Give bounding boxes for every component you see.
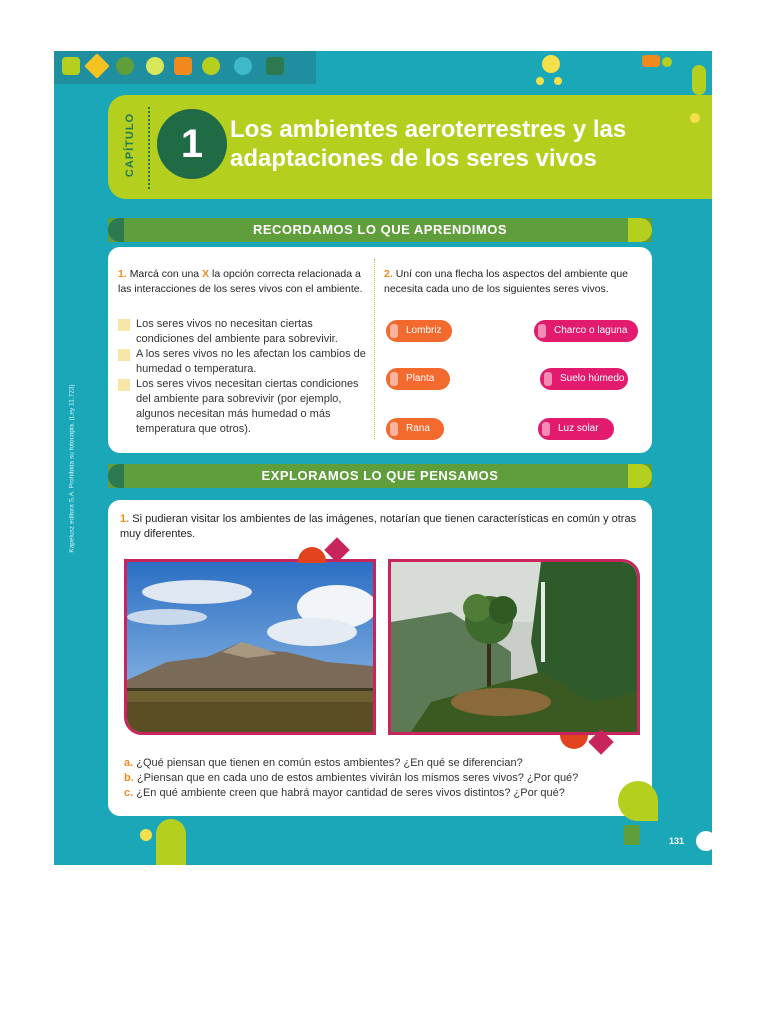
chapter-tag <box>122 109 146 187</box>
question-text: Marcá con una <box>129 268 203 280</box>
decoration-dot <box>554 77 562 85</box>
tab-icon <box>544 372 552 386</box>
decoration-shape <box>174 57 192 75</box>
tab-icon <box>542 422 550 436</box>
option-label: A los seres vivos no les afectan los cambios de humedad o temperatura. <box>136 348 366 375</box>
decoration-shape <box>84 53 109 78</box>
decoration-shape <box>624 825 640 845</box>
option-label: Los seres vivos necesitan ciertas condiciones del ambiente para sobrevivir (por ejemplo, algunos necesitan más humedad o más temperatura que otros). <box>136 378 359 435</box>
section-cap <box>628 464 652 488</box>
tab-icon <box>390 372 398 386</box>
question-letter: b. <box>124 772 134 784</box>
aspect-label: Suelo húmedo <box>560 373 625 384</box>
aspect-label: Charco o laguna <box>554 325 628 336</box>
decoration-dot <box>662 57 672 67</box>
decoration-dot <box>690 113 700 123</box>
decoration-shape <box>62 57 80 75</box>
photo-mountain-steppe <box>124 559 376 735</box>
aspect-luz[interactable] <box>538 418 614 440</box>
tab-icon <box>390 324 398 338</box>
being-rana[interactable] <box>386 418 444 440</box>
decoration-shape <box>146 57 164 75</box>
x-mark: X <box>202 268 210 280</box>
question-letter: c. <box>124 787 134 799</box>
tab-icon <box>538 324 546 338</box>
decoration-dot <box>696 831 712 851</box>
question-text: Si pudieran visitar los ambientes de las imágenes, notarían que tienen características en común y otras muy diferentes. <box>120 513 637 540</box>
aspect-charco[interactable] <box>534 320 638 342</box>
section-cap <box>108 218 124 242</box>
forest-landscape-image <box>391 562 637 732</box>
question-number: 1. <box>118 268 127 280</box>
being-lombriz[interactable] <box>386 320 452 342</box>
chapter-banner <box>108 95 712 199</box>
question-c <box>124 786 578 801</box>
decoration-shape <box>156 819 186 865</box>
question-text: ¿Piensan que en cada uno de estos ambientes vivirán los mismos seres vivos? ¿Por qué? <box>136 772 579 784</box>
decoration-shape <box>692 65 706 95</box>
decoration-dot <box>140 829 152 841</box>
section-header-recordamos <box>108 218 652 242</box>
being-label: Planta <box>406 373 435 384</box>
decoration-shape <box>642 55 660 67</box>
column-divider <box>374 259 375 439</box>
section-header-label: RECORDAMOS LO QUE APRENDIMOS <box>252 222 508 237</box>
question-letter: a. <box>124 757 134 769</box>
question-text: Uní con una flecha los aspectos del ambiente que necesita cada uno de los siguientes seres vivos. <box>384 268 629 295</box>
section-header-exploramos <box>108 464 652 488</box>
decoration-dot <box>542 55 560 73</box>
question-2-prompt <box>384 267 646 297</box>
checkbox[interactable] <box>118 319 130 331</box>
page-number: 131 <box>669 836 685 846</box>
section-cap <box>108 464 124 488</box>
being-planta[interactable] <box>386 368 450 390</box>
copyright-credit <box>66 341 78 601</box>
section-header-label: EXPLORAMOS LO QUE PENSAMOS <box>261 468 499 483</box>
decoration-shape <box>234 57 252 75</box>
tab-icon <box>390 422 398 436</box>
chapter-number: 1 <box>157 109 227 179</box>
question-number: 1. <box>120 513 130 525</box>
aspect-label: Luz solar <box>558 423 599 434</box>
being-label: Lombriz <box>406 325 442 336</box>
question-text: ¿En qué ambiente creen que habrá mayor cantidad de seres vivos distintos? ¿Por qué? <box>136 787 565 799</box>
question-1-prompt <box>120 512 640 542</box>
section-cap <box>628 218 652 242</box>
photo-cloud-forest <box>388 559 640 735</box>
being-label: Rana <box>406 423 430 434</box>
option-label: Los seres vivos no necesitan ciertas condiciones del ambiente para sobrevivir. <box>136 318 338 345</box>
question-text: la opción correcta relacionada a las interacciones de los seres vivos con el ambiente. <box>118 268 363 295</box>
question-text: ¿Qué piensan que tienen en común estos ambientes? ¿En qué se diferencian? <box>136 757 523 769</box>
checkbox[interactable] <box>118 349 130 361</box>
magnifier-icon <box>202 57 220 75</box>
aspect-suelo[interactable] <box>540 368 628 390</box>
decorative-strip <box>54 51 316 84</box>
question-1-prompt <box>118 267 370 297</box>
textbook-page <box>54 51 712 865</box>
decoration-shape <box>618 781 658 821</box>
question-number: 2. <box>384 268 393 280</box>
decoration-shape <box>116 57 134 75</box>
credit-text: Kapelusz editora S.A. Prohibida su fotocopia. (Ley 11.723) <box>68 384 76 553</box>
checkbox[interactable] <box>118 379 130 391</box>
decoration-dot <box>536 77 544 85</box>
chapter-title: Los ambientes aeroterrestres y las adaptaciones de los seres vivos <box>230 116 627 172</box>
question-a <box>124 756 578 771</box>
decoration-shape <box>266 57 284 75</box>
chapter-tag-label: CAPÍTULO <box>124 112 137 178</box>
question-b <box>124 771 578 786</box>
divider <box>148 107 152 189</box>
mountain-landscape-image <box>127 562 373 732</box>
discussion-questions <box>124 756 578 801</box>
exercise-card-1 <box>108 247 652 453</box>
